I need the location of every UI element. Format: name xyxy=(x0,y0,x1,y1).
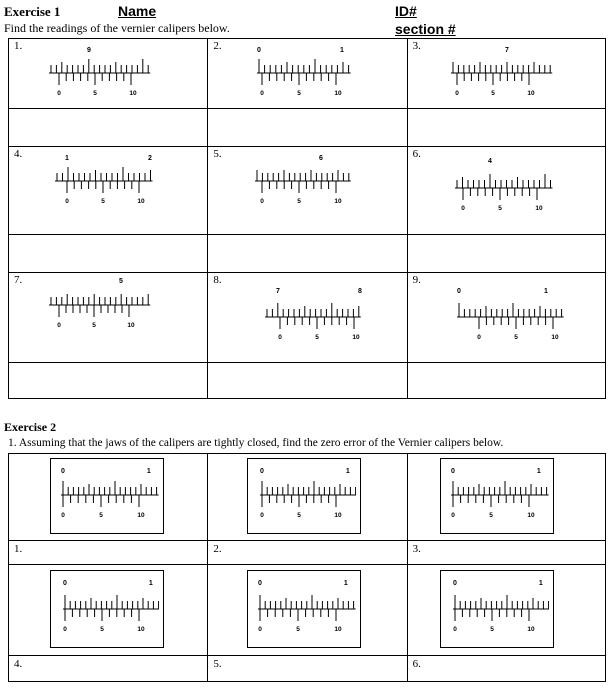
vernier-scale-label: 5 xyxy=(297,512,301,519)
main-scale-label: 1 xyxy=(340,47,344,54)
exercise1-title: Exercise 1 xyxy=(4,4,61,19)
vernier-scale-label: 10 xyxy=(527,626,535,633)
vernier-scale-label: 0 xyxy=(451,512,455,519)
vernier-scale-label: 0 xyxy=(260,198,264,205)
item-number: 8. xyxy=(213,274,222,286)
item-number: 7. xyxy=(14,274,23,286)
main-scale-label: 1 xyxy=(544,288,548,295)
answer-box[interactable] xyxy=(407,363,605,399)
main-scale-label: 8 xyxy=(358,288,362,295)
main-scale-label: 1 xyxy=(343,580,348,587)
vernier-scale-label: 10 xyxy=(334,512,342,519)
main-scale-label: 0 xyxy=(453,580,457,587)
vernier-scale-label: 5 xyxy=(490,626,494,633)
vernier-scale-label: 0 xyxy=(61,512,65,519)
vernier-scale-ex2-1 xyxy=(55,461,159,531)
main-scale-label: 7 xyxy=(276,288,280,295)
main-scale-label: 1 xyxy=(65,155,69,162)
answer-box[interactable] xyxy=(208,235,407,273)
answer-box[interactable] xyxy=(208,363,407,399)
answer-number: 1. xyxy=(14,543,23,555)
main-scale-label: 2 xyxy=(148,155,152,162)
main-scale-label: 0 xyxy=(63,580,67,587)
vernier-scale-label: 0 xyxy=(260,90,264,97)
answer-box[interactable] xyxy=(208,656,407,682)
vernier-scale-label: 10 xyxy=(137,198,145,205)
answer-number: 3. xyxy=(412,543,421,555)
vernier-scale-label: 5 xyxy=(491,90,495,97)
main-scale-label: 1 xyxy=(536,468,541,475)
vernier-scale-label: 5 xyxy=(297,198,301,205)
vernier-scale-label: 5 xyxy=(296,626,300,633)
vernier-scale-label: 5 xyxy=(92,322,96,329)
vernier-scale-label: 5 xyxy=(315,334,319,341)
vernier-scale-label: 0 xyxy=(278,334,282,341)
vernier-scale-label: 5 xyxy=(93,90,97,97)
answer-box[interactable] xyxy=(9,363,208,399)
item-number: 5. xyxy=(213,148,222,160)
item-number: 4. xyxy=(14,148,23,160)
vernier-scale-label: 10 xyxy=(137,626,145,633)
vernier-scale-label: 5 xyxy=(101,198,105,205)
vernier-scale-7 xyxy=(45,275,165,337)
answer-number: 2. xyxy=(213,543,222,555)
vernier-scale-label: 5 xyxy=(100,626,104,633)
vernier-scale-label: 10 xyxy=(527,90,535,97)
vernier-scale-label: 0 xyxy=(461,205,465,212)
vernier-scale-6 xyxy=(443,157,563,223)
vernier-scale-8 xyxy=(245,283,365,349)
answer-box[interactable] xyxy=(9,235,208,273)
vernier-scale-label: 0 xyxy=(477,334,481,341)
main-scale-label: 0 xyxy=(260,468,264,475)
vernier-scale-label: 5 xyxy=(489,512,493,519)
vernier-scale-label: 10 xyxy=(334,626,342,633)
vernier-scale-label: 0 xyxy=(63,626,67,633)
main-scale-label: 0 xyxy=(258,580,262,587)
vernier-scale-label: 0 xyxy=(57,322,61,329)
answer-box[interactable] xyxy=(208,541,407,565)
answer-box[interactable] xyxy=(407,235,605,273)
vernier-scale-label: 10 xyxy=(535,205,543,212)
vernier-scale-label: 10 xyxy=(129,90,137,97)
item-number: 6. xyxy=(412,148,421,160)
vernier-scale-5 xyxy=(245,150,365,216)
vernier-scale-label: 10 xyxy=(334,198,342,205)
vernier-scale-label: 5 xyxy=(498,205,502,212)
vernier-scale-label: 0 xyxy=(258,626,262,633)
main-scale-label: 0 xyxy=(451,468,455,475)
vernier-scale-ex2-4 xyxy=(55,573,159,645)
vernier-scale-ex2-3 xyxy=(445,461,549,531)
answer-box[interactable] xyxy=(9,109,208,147)
vernier-scale-ex2-5 xyxy=(252,573,356,645)
answer-box[interactable] xyxy=(9,656,208,682)
answer-box[interactable] xyxy=(407,541,605,565)
main-scale-label: 6 xyxy=(319,155,323,162)
id-label: ID# xyxy=(395,3,417,19)
exercise2-instruction: 1. Assuming that the jaws of the calipers are tightly closed, find the zero error of the Vernier calipers below. xyxy=(8,437,504,449)
main-scale-label: 1 xyxy=(538,580,543,587)
vernier-scale-label: 10 xyxy=(137,512,145,519)
item-number: 9. xyxy=(412,274,421,286)
main-scale-label: 0 xyxy=(457,288,461,295)
vernier-scale-ex2-2 xyxy=(252,461,356,531)
item-number: 3. xyxy=(412,40,421,52)
vernier-scale-label: 10 xyxy=(334,90,342,97)
answer-box[interactable] xyxy=(407,109,605,147)
vernier-scale-4 xyxy=(45,150,165,216)
answer-box[interactable] xyxy=(208,109,407,147)
answer-box[interactable] xyxy=(407,656,605,682)
main-scale-label: 0 xyxy=(61,468,65,475)
vernier-scale-label: 0 xyxy=(57,90,61,97)
vernier-scale-label: 10 xyxy=(127,322,135,329)
ex2-scale-box-2 xyxy=(247,458,361,534)
exercise2-title: Exercise 2 xyxy=(4,420,57,434)
ex2-scale-box-1 xyxy=(50,458,164,534)
vernier-scale-label: 10 xyxy=(352,334,360,341)
ex2-scale-box-5 xyxy=(247,570,361,648)
vernier-scale-label: 10 xyxy=(551,334,559,341)
vernier-scale-label: 5 xyxy=(99,512,103,519)
vernier-scale-label: 10 xyxy=(527,512,535,519)
section-label: section # xyxy=(395,21,456,37)
vernier-scale-label: 5 xyxy=(297,90,301,97)
ex2-scale-box-6 xyxy=(440,570,554,648)
answer-number: 5. xyxy=(213,658,222,670)
vernier-scale-label: 0 xyxy=(455,90,459,97)
name-label: Name xyxy=(118,3,157,19)
answer-number: 4. xyxy=(14,658,23,670)
vernier-scale-9 xyxy=(443,283,573,349)
vernier-scale-label: 5 xyxy=(514,334,518,341)
answer-box[interactable] xyxy=(9,541,208,565)
vernier-scale-1 xyxy=(45,42,165,102)
vernier-scale-ex2-6 xyxy=(445,573,549,645)
main-scale-label: 4 xyxy=(488,158,492,165)
item-number: 1. xyxy=(14,40,23,52)
ex2-scale-box-3 xyxy=(440,458,554,534)
answer-number: 6. xyxy=(412,658,421,670)
vernier-scale-label: 0 xyxy=(453,626,457,633)
main-scale-label: 1 xyxy=(345,468,350,475)
item-number: 2. xyxy=(213,40,222,52)
main-scale-label: 7 xyxy=(505,47,509,54)
main-scale-label: 1 xyxy=(148,580,153,587)
vernier-scale-2 xyxy=(245,42,365,102)
vernier-scale-3 xyxy=(443,42,563,102)
vernier-scale-label: 0 xyxy=(65,198,69,205)
main-scale-label: 5 xyxy=(119,278,123,285)
main-scale-label: 0 xyxy=(257,47,261,54)
instruction-text: Find the readings of the vernier calipers below. xyxy=(4,21,230,35)
main-scale-label: 1 xyxy=(146,468,151,475)
main-scale-label: 9 xyxy=(87,47,91,54)
vernier-scale-label: 0 xyxy=(260,512,264,519)
ex2-scale-box-4 xyxy=(50,570,164,648)
